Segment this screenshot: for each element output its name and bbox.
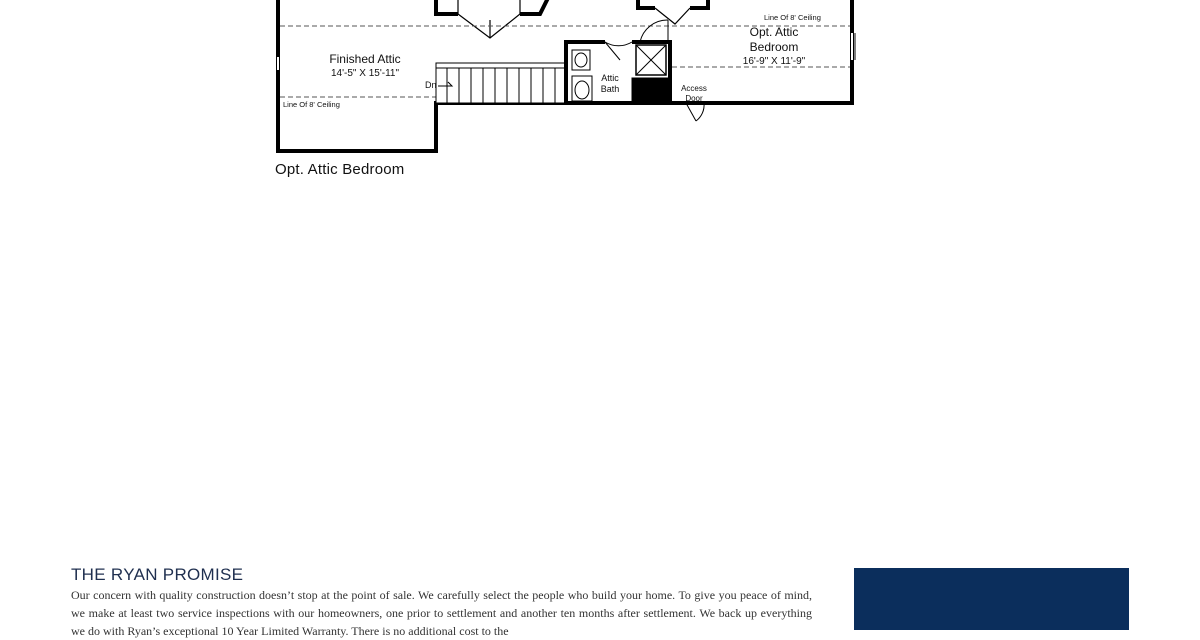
ceiling-label-left: Line Of 8' Ceiling xyxy=(283,100,340,109)
floorplan-caption: Opt. Attic Bedroom xyxy=(275,161,405,178)
attic-bedroom-label-1: Opt. Attic xyxy=(749,25,799,39)
stairs-down-label: Dn xyxy=(425,80,437,90)
attic-bedroom-dims: 16'-9" X 11'-9" xyxy=(742,56,806,67)
attic-floorplan xyxy=(0,0,1200,200)
attic-bath-label-2: Bath xyxy=(600,84,620,94)
dormers xyxy=(436,0,708,14)
attic-bath-label-1: Attic xyxy=(601,73,619,83)
access-door-label-2: Door xyxy=(685,94,703,103)
ceiling-label-right: Line Of 8' Ceiling xyxy=(764,13,821,22)
attic-bedroom-label-2: Bedroom xyxy=(749,40,799,54)
access-door-label-1: Access xyxy=(681,84,707,93)
finished-attic-dims: 14'-5" X 15'-11" xyxy=(331,68,399,79)
shower xyxy=(632,45,670,103)
blue-panel xyxy=(854,568,1129,630)
promise-body: Our concern with quality construction doesn’t stop at the point of sale. We carefully select the people who build your home. To give you peace of mind, we make at least two service inspections with our homeowners, one prior to settlement and another ten months after settlement. We back up everything we do with Ryan’s exceptional 10 Year Limited Warranty. There is no additional cost to the xyxy=(71,588,812,638)
promise-title: THE RYAN PROMISE xyxy=(71,565,244,584)
finished-attic-label: Finished Attic xyxy=(329,52,401,66)
stairs xyxy=(436,63,566,103)
